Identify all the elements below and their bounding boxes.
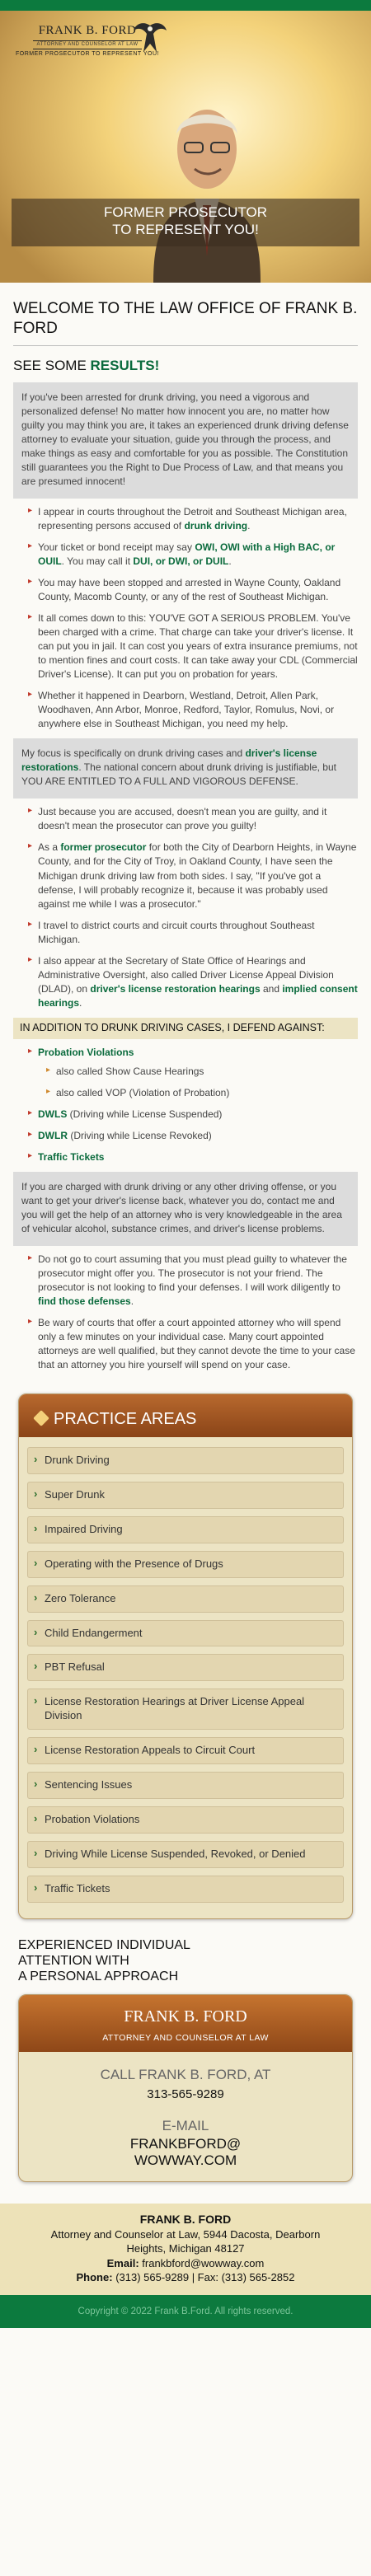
practice-area-link[interactable]: › Impaired Driving — [27, 1516, 344, 1543]
intro-box: If you've been arrested for drunk driving, you need a vigorous and personalized defense! No matter how innocent you are, no matter how guilty you may think you are, it takes an experienced drunk driving defense attorney to evaluate your situation, guide you through the process, and make things as easy and comfortable for you as possible. The Constitution still guarantees you the Right to Due Process of Law, and that means you are presumed innocent! — [13, 382, 358, 499]
list-item: ▸ Just because you are accused, doesn't mean you are guilty, and it doesn't mean the prosecutor can prove you guilty! — [30, 805, 358, 833]
owi-link[interactable]: OWI, OWI with a High BAC, or OUIL — [38, 541, 336, 567]
footer-name: FRANK B. FORD — [139, 2212, 232, 2226]
list-item: ▸ DWLS (Driving while License Suspended) — [30, 1108, 358, 1122]
practice-areas-panel — [18, 1393, 353, 1918]
dwlr-link[interactable]: DWLR — [38, 1129, 68, 1141]
probation-violations-link[interactable]: Probation Violations — [38, 1046, 134, 1058]
see-results-heading: SEE SOME RESULTS! — [13, 357, 160, 373]
drunk-driving-link[interactable]: drunk driving — [184, 519, 248, 532]
also-defend-heading: IN ADDITION TO DRUNK DRIVING CASES, I DEFEND AGAINST: — [13, 1018, 358, 1039]
logo-tagline: FORMER PROSECUTOR TO REPRESENT YOU! — [16, 50, 159, 57]
restoration-hearings-link[interactable]: driver's license restoration hearings — [90, 982, 261, 995]
practice-area-link[interactable]: › PBT Refusal — [27, 1654, 344, 1681]
list-item: ▸ Whether it happened in Dearborn, Westland, Detroit, Allen Park, Woodhaven, Ann Arbor, Monroe, Redford, Taylor, Romulus, Novi, or anywhere else in Southeast Michigan, you need my help. — [30, 689, 358, 731]
footer-address: Heights, Michigan 48127 — [126, 2242, 245, 2255]
contact-card — [18, 1994, 353, 2182]
practice-area-link[interactable]: › License Restoration Appeals to Circuit Court — [27, 1737, 344, 1764]
logo-subtitle: ATTORNEY AND COUNSELOR AT LAW — [33, 40, 142, 49]
experienced-tagline: EXPERIENCED INDIVIDUAL ATTENTION WITH A PERSONAL APPROACH — [18, 1937, 190, 1984]
results-link[interactable]: RESULTS! — [90, 357, 160, 373]
contact-card-header: FRANK B. FORD ATTORNEY AND COUNSELOR AT LAW — [19, 1995, 352, 2052]
email-label: E-MAIL — [162, 2117, 209, 2133]
list-item: ▸ It all comes down to this: YOU'VE GOT A SERIOUS PROBLEM. You've been charged with a crime. That charge can take your driver's license. It can put you in jail. It can cost you years of extra insurance premiums, not to mention fines and court costs. It can take away your CDL (Commercial Driver's License). It can put you on probation for years. — [30, 611, 358, 681]
focus-box: My focus is specifically on drunk driving cases and driver's license restorations. The national concern about drunk driving is justifiable, but YOU ARE ENTITLED TO A FULL AND VIGOROUS DEFENSE. — [13, 738, 358, 799]
practice-area-link[interactable]: › Sentencing Issues — [27, 1772, 344, 1799]
practice-areas-header: PRACTICE AREAS — [19, 1394, 352, 1437]
list-item: ▸ Be wary of courts that offer a court appointed attorney who will spend only a few minutes on your individual case. Many court appointed attorneys are well qualified, but they cannot devote the time to your case that an attorney you hire yourself will spend on your case. — [30, 1316, 358, 1372]
hero-banner — [0, 11, 371, 283]
list-item — [30, 1150, 358, 1164]
footer-address: Attorney and Counselor at Law, 5944 Dacosta, Dearborn — [50, 2227, 321, 2241]
footer — [0, 2204, 371, 2295]
practice-area-link[interactable]: › Probation Violations — [27, 1806, 344, 1834]
top-green-bar — [0, 0, 371, 11]
list-item: ▸ Your ticket or bond receipt may say OWI, OWI with a High BAC, or OUIL. You may call it DUI, or DWI, or DUIL. — [30, 541, 358, 569]
list-item: ▸ Do not go to court assuming that you must plead guilty to whatever the prosecutor might offer you. The prosecutor is not your friend. The prosecutor is not looking to find your defenses. I will work diligently to find those defenses. — [30, 1253, 358, 1309]
intro-bullets — [13, 505, 358, 731]
find-defenses-link[interactable]: find those defenses — [38, 1295, 131, 1307]
practice-area-link[interactable]: › Traffic Tickets — [27, 1876, 344, 1903]
license-restoration-link[interactable]: driver's license restorations — [21, 747, 317, 774]
eagle-icon — [132, 19, 168, 55]
copyright: Copyright © 2022 Frank B.Ford. All rights reserved. — [0, 2295, 371, 2328]
traffic-tickets-link[interactable]: Traffic Tickets — [38, 1150, 105, 1163]
call-label: CALL FRANK B. FORD, AT — [100, 2067, 271, 2083]
practice-area-link[interactable]: › License Restoration Hearings at Driver License Appeal Division — [27, 1688, 344, 1730]
diamond-icon — [33, 1410, 49, 1426]
practice-area-link[interactable]: › Child Endangerment — [27, 1620, 344, 1647]
implied-consent-link[interactable]: implied consent hearings — [38, 982, 358, 1009]
footer-email: Email: frankbford@wowway.com — [106, 2256, 265, 2269]
list-item: ▸ I also appear at the Secretary of State Office of Hearings and Administrative Oversight, also called Driver License Appeal Division (DLAD), on driver's license restoration hearings and implied consent hearings. — [30, 954, 358, 1010]
practice-area-link[interactable]: › Drunk Driving — [27, 1447, 344, 1474]
practice-areas-list — [19, 1437, 352, 1918]
practice-area-link[interactable]: › Operating with the Presence of Drugs — [27, 1551, 344, 1578]
practice-area-link[interactable]: › Super Drunk — [27, 1482, 344, 1509]
hero-caption: FORMER PROSECUTOR TO REPRESENT YOU! — [12, 199, 359, 246]
list-item: ▸ also called Show Cause Hearings — [48, 1065, 358, 1079]
list-item: ▸ As a former prosecutor for both the City of Dearborn Heights, in Wayne County, and for the City of Troy, in Oakland County, I have seen the Michigan drunk driving law from both sides. I say, "If you've got a defense, I will probably recognize it, because it was probably used against me while I was a prosecutor." — [30, 841, 358, 911]
list-item: ▸ also called VOP (Violation of Probation) — [48, 1086, 358, 1100]
logo-name: FRANK B. FORD — [38, 24, 137, 37]
list-item — [30, 1046, 358, 1100]
practice-area-link[interactable]: › Driving While License Suspended, Revoked, or Denied — [27, 1841, 344, 1868]
also-defend-list — [13, 1046, 358, 1164]
phone-link[interactable]: 313-565-9289 — [147, 2087, 224, 2101]
footer-email-link[interactable]: frankbford@wowway.com — [142, 2256, 265, 2269]
contact-box: If you are charged with drunk driving or any other driving offense, or you want to get your driver's license back, whatever you do, contact me and you will get the help of an attorney who is very knowledgeable in the area of vehicular alcohol, substance crimes, and driver's license problems. — [13, 1172, 358, 1246]
former-prosecutor-link[interactable]: former prosecutor — [60, 841, 147, 854]
list-item: ▸ DWLR (Driving while License Revoked) — [30, 1129, 358, 1143]
footer-phone: Phone: (313) 565-9289 | Fax: (313) 565-2852 — [76, 2271, 295, 2284]
list-item: ▸ I appear in courts throughout the Detroit and Southeast Michigan area, representing persons accused of drunk driving. — [30, 505, 358, 533]
list-item: ▸ You may have been stopped and arrested in Wayne County, Oakland County, Macomb County, or any of the rest of Southeast Michigan. — [30, 576, 358, 604]
main-content — [0, 299, 371, 1372]
list-item: ▸ I travel to district courts and circuit courts throughout Southeast Michigan. — [30, 919, 358, 947]
practice-area-link[interactable]: › Zero Tolerance — [27, 1585, 344, 1613]
advice-bullets — [13, 1253, 358, 1372]
attorney-portrait — [145, 83, 269, 283]
email-link[interactable]: FRANKBFORD@ WOWWAY.COM — [129, 2135, 242, 2169]
page-title: WELCOME TO THE LAW OFFICE OF FRANK B. FORD — [13, 299, 358, 346]
dwls-link[interactable]: DWLS — [38, 1108, 68, 1120]
dui-link[interactable]: DUI, or DWI, or DUIL — [133, 555, 229, 567]
defense-bullets — [13, 805, 358, 1009]
